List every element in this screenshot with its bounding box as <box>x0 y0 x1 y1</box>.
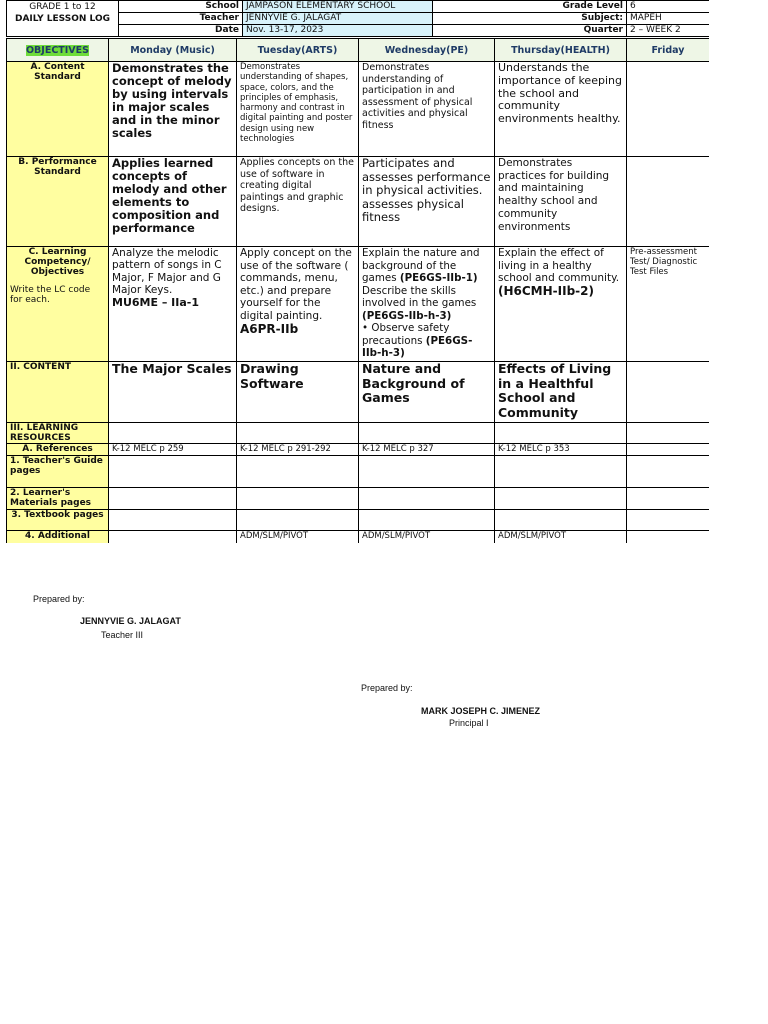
prepared-by-label-2: Prepared by: <box>361 683 413 693</box>
learners-materials-friday <box>627 488 710 510</box>
performance-standard-thursday: Demonstrates practices for building and maintaining healthy school and community environments <box>495 157 627 247</box>
learning-competency-wednesday <box>359 247 495 362</box>
lc-wednesday-line1: Explain the nature and background of the games <box>362 247 480 284</box>
textbook-label: 3. Textbook pages <box>7 510 109 531</box>
prepared-by-label-1: Prepared by: <box>33 594 85 604</box>
row-performance-standard <box>7 157 710 247</box>
lc-thursday-code: (H6CMH-IIb-2) <box>498 283 594 298</box>
textbook-wednesday <box>359 510 495 531</box>
principal-signature-name: MARK JOSEPH C. JIMENEZ <box>421 706 541 716</box>
teachers-guide-friday <box>627 456 710 488</box>
content-label: II. CONTENT <box>7 362 109 423</box>
row-learners-materials <box>7 488 710 510</box>
content-tuesday: Drawing Software <box>237 362 359 423</box>
teachers-guide-label: 1. Teacher's Guide pages <box>7 456 109 488</box>
performance-standard-friday <box>627 157 710 247</box>
textbook-monday <box>109 510 237 531</box>
additional-wednesday: ADM/SLM/PIVOT <box>359 531 495 544</box>
references-monday: K-12 MELC p 259 <box>109 444 237 456</box>
row-content-standard <box>7 62 710 157</box>
lc-wednesday-code3: (PE6GS-IIb-h-3) <box>362 334 473 359</box>
quarter-label: Quarter <box>433 25 627 37</box>
teacher-signature-name: JENNYVIE G. JALAGAT <box>80 616 181 626</box>
school-value: JAMPASON ELEMENTARY SCHOOL <box>243 1 433 13</box>
additional-tuesday: ADM/SLM/PIVOT <box>237 531 359 544</box>
learners-materials-tuesday <box>237 488 359 510</box>
learning-competency-label: C. Learning Competency/ Objectives <box>24 247 91 277</box>
content-standard-tuesday: Demonstrates understanding of shapes, space, colors, and the principles of emphasis, harmony and contrast in digital painting and poster design using new technologies <box>237 62 359 157</box>
references-wednesday: K-12 MELC p 327 <box>359 444 495 456</box>
lc-monday-text: Analyze the melodic pattern of songs in C Major, F Major and G Major Keys. <box>112 247 222 297</box>
row-teachers-guide <box>7 456 710 488</box>
lc-code-note: Write the LC code for each. <box>10 285 91 305</box>
learning-resources-monday <box>109 423 237 444</box>
lc-monday-code: MU6ME – IIa-1 <box>112 295 199 309</box>
learning-competency-label-cell <box>7 247 109 362</box>
log-title: DAILY LESSON LOG <box>15 14 110 24</box>
learners-materials-label: 2. Learner's Materials pages <box>7 488 109 510</box>
content-standard-friday <box>627 62 710 157</box>
column-header-row <box>7 39 710 62</box>
learning-resources-tuesday <box>237 423 359 444</box>
additional-thursday: ADM/SLM/PIVOT <box>495 531 627 544</box>
references-tuesday: K-12 MELC p 291-292 <box>237 444 359 456</box>
learners-materials-thursday <box>495 488 627 510</box>
col-wednesday: Wednesday(PE) <box>359 39 495 62</box>
row-references <box>7 444 710 456</box>
textbook-thursday <box>495 510 627 531</box>
additional-monday <box>109 531 237 544</box>
teachers-guide-tuesday <box>237 456 359 488</box>
learners-materials-wednesday <box>359 488 495 510</box>
grade-level-label: Grade Level <box>433 1 627 13</box>
content-standard-wednesday: Demonstrates understanding of participation in and assessment of physical activities and physical fitness <box>359 62 495 157</box>
col-tuesday: Tuesday(ARTS) <box>237 39 359 62</box>
school-label: School <box>119 1 243 13</box>
references-friday <box>627 444 710 456</box>
log-title-cell <box>7 1 119 37</box>
grade-range: GRADE 1 to 12 <box>29 2 96 12</box>
lesson-grid <box>6 38 709 543</box>
teachers-guide-monday <box>109 456 237 488</box>
references-label: A. References <box>7 444 109 456</box>
teachers-guide-wednesday <box>359 456 495 488</box>
learning-competency-thursday <box>495 247 627 362</box>
lc-wednesday-code2: (PE6GS-IIb-h-3) <box>362 309 452 322</box>
lc-tuesday-text: Apply concept on the use of the software ( commands, menu, etc.) and prepare yourself for the digital painting. <box>240 247 352 322</box>
date-value: Nov. 13-17, 2023 <box>243 25 433 37</box>
learning-competency-monday <box>109 247 237 362</box>
lc-wednesday-line3: • Observe safety precautions <box>362 322 450 347</box>
quarter-value: 2 – WEEK 2 <box>627 25 710 37</box>
content-monday: The Major Scales <box>109 362 237 423</box>
content-standard-thursday: Understands the importance of keeping the school and community environments healthy. <box>495 62 627 157</box>
performance-standard-wednesday: Participates and assesses performance in physical activities. assesses physical fitness <box>359 157 495 247</box>
subject-value: MAPEH <box>627 13 710 25</box>
lesson-log-sheet <box>6 0 709 543</box>
col-monday: Monday (Music) <box>109 39 237 62</box>
row-textbook <box>7 510 710 531</box>
content-friday <box>627 362 710 423</box>
learning-resources-label: III. LEARNING RESOURCES <box>7 423 109 444</box>
grade-level-value: 6 <box>627 1 710 13</box>
learning-competency-tuesday <box>237 247 359 362</box>
learning-competency-friday: Pre-assessment Test/ Diagnostic Test Files <box>627 247 710 362</box>
col-thursday: Thursday(HEALTH) <box>495 39 627 62</box>
textbook-friday <box>627 510 710 531</box>
content-standard-label: A. Content Standard <box>7 62 109 157</box>
teacher-label: Teacher <box>119 13 243 25</box>
date-label: Date <box>119 25 243 37</box>
row-additional <box>7 531 710 544</box>
lc-wednesday-line2: Describe the skills involved in the games <box>362 284 477 309</box>
content-thursday: Effects of Living in a Healthful School and Community <box>495 362 627 423</box>
teacher-value: JENNYVIE G. JALAGAT <box>243 13 433 25</box>
row-learning-competency <box>7 247 710 362</box>
lc-thursday-text: Explain the effect of living in a healthy school and community. <box>498 247 620 284</box>
learning-resources-wednesday <box>359 423 495 444</box>
teacher-signature-position: Teacher III <box>101 630 144 640</box>
row-learning-resources <box>7 423 710 444</box>
additional-friday <box>627 531 710 544</box>
content-standard-monday: Demonstrates the concept of melody by using intervals in major scales and in the minor scales <box>109 62 237 157</box>
performance-standard-label: B. Performance Standard <box>7 157 109 247</box>
additional-label: 4. Additional <box>7 531 109 544</box>
row-content <box>7 362 710 423</box>
learners-materials-monday <box>109 488 237 510</box>
col-objectives: OBJECTIVES <box>7 39 109 62</box>
subject-label: Subject: <box>433 13 627 25</box>
col-friday: Friday <box>627 39 710 62</box>
performance-standard-monday: Applies learned concepts of melody and other elements to composition and performance <box>109 157 237 247</box>
header-table <box>6 0 709 37</box>
textbook-tuesday <box>237 510 359 531</box>
principal-signature-position: Principal I <box>449 718 489 728</box>
performance-standard-tuesday: Applies concepts on the use of software in creating digital paintings and graphic designs. <box>237 157 359 247</box>
lc-tuesday-code: A6PR-IIb <box>240 321 299 336</box>
learning-resources-friday <box>627 423 710 444</box>
references-thursday: K-12 MELC p 353 <box>495 444 627 456</box>
learning-resources-thursday <box>495 423 627 444</box>
content-wednesday: Nature and Background of Games <box>359 362 495 423</box>
lc-wednesday-code1: (PE6GS-IIb-1) <box>399 272 478 284</box>
teachers-guide-thursday <box>495 456 627 488</box>
